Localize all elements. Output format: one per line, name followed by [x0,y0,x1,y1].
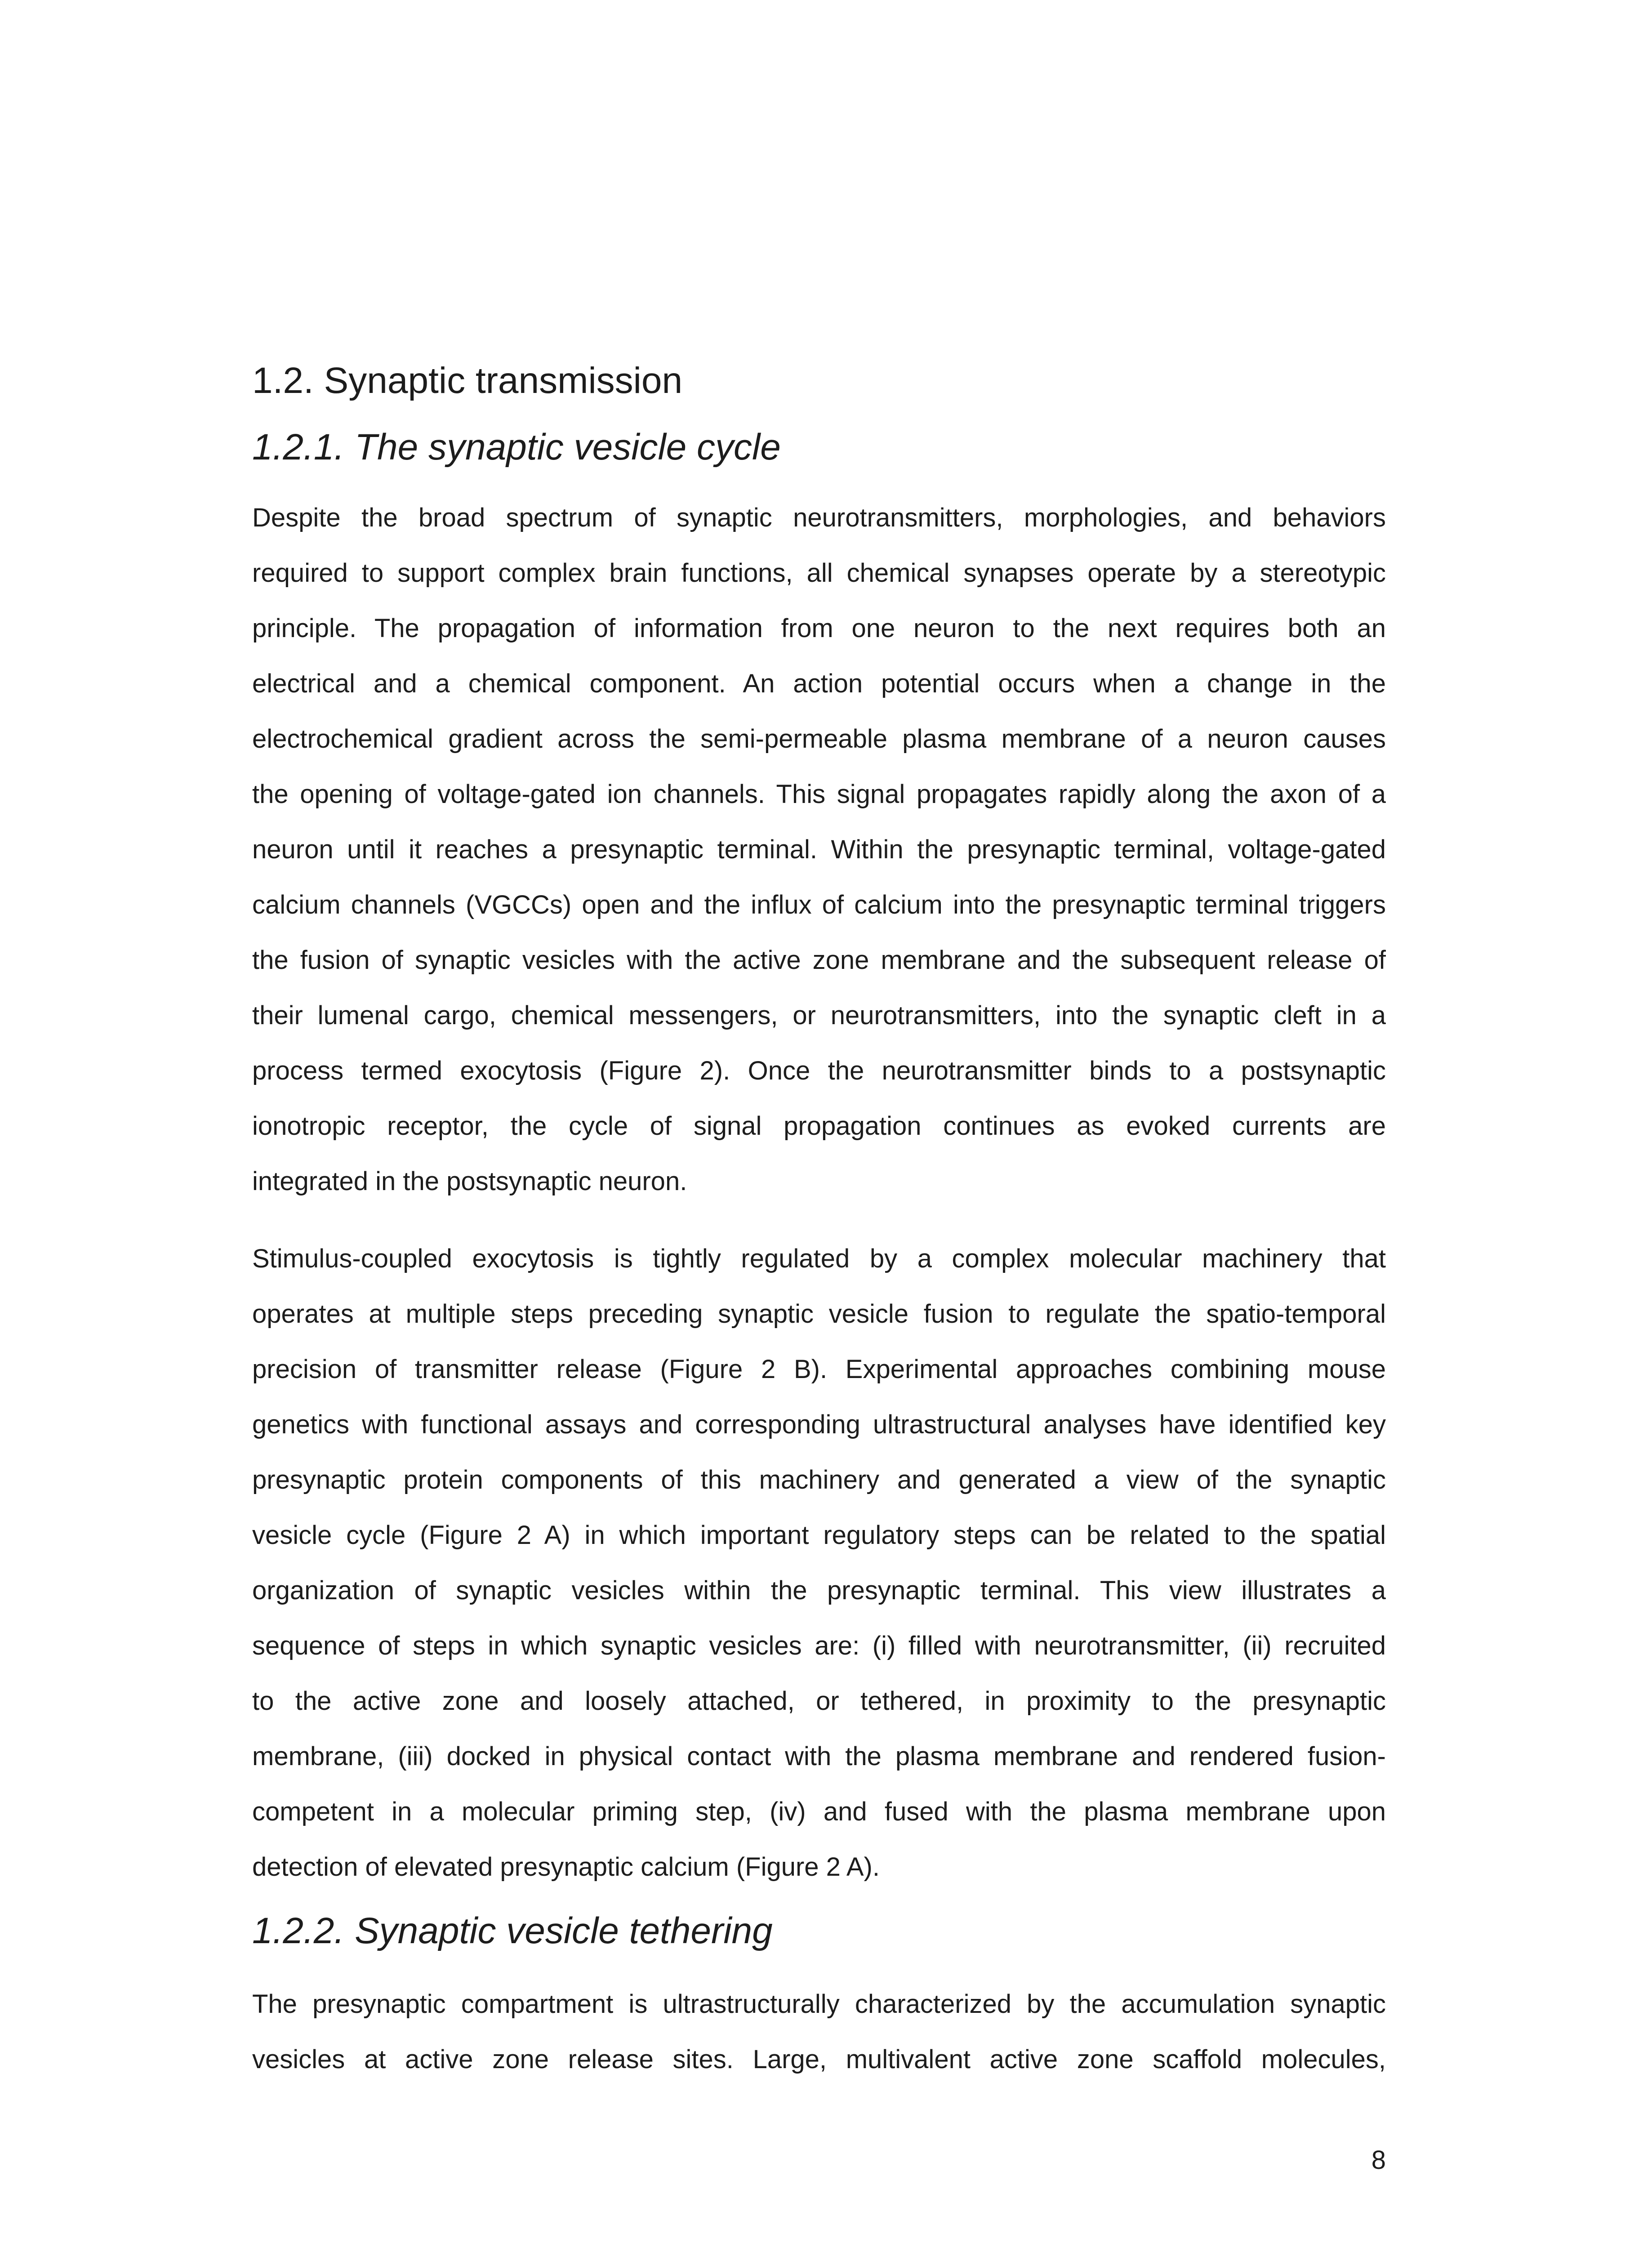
text-line: presynaptic protein components of this machinery and generated a view of the synaptic [252,1465,1386,1494]
body-paragraph [252,1976,1386,2087]
text-line: The presynaptic compartment is ultrastructurally characterized by the accumulation synaptic [252,1989,1386,2019]
text-line: vesicles at active zone release sites. Large, multivalent active zone scaffold molecules, [252,2045,1386,2074]
text-line: their lumenal cargo, chemical messengers, or neurotransmitters, into the synaptic cleft in a [252,1001,1386,1030]
text-line: competent in a molecular priming step, (iv) and fused with the plasma membrane upon [252,1797,1386,1826]
text-line: detection of elevated presynaptic calcium (Figure 2 A). [252,1852,880,1882]
subsection-heading: 1.2.2. Synaptic vesicle tethering [252,1910,773,1951]
text-line: the opening of voltage-gated ion channels. This signal propagates rapidly along the axon of a [252,780,1386,809]
text-line: electrical and a chemical component. An action potential occurs when a change in the [252,669,1386,698]
text-line: integrated in the postsynaptic neuron. [252,1167,687,1196]
text-line: principle. The propagation of information from one neuron to the next requires both an [252,614,1386,643]
text-line: membrane, (iii) docked in physical contact with the plasma membrane and rendered fusion- [252,1742,1386,1771]
text-line: vesicle cycle (Figure 2 A) in which important regulatory steps can be related to the spatial [252,1521,1386,1550]
text-line: ionotropic receptor, the cycle of signal propagation continues as evoked currents are [252,1111,1386,1141]
text-line: operates at multiple steps preceding synaptic vesicle fusion to regulate the spatio-temporal [252,1299,1386,1329]
body-paragraph [252,1231,1386,1895]
text-line: Stimulus-coupled exocytosis is tightly regulated by a complex molecular machinery that [252,1244,1386,1273]
text-line: the fusion of synaptic vesicles with the active zone membrane and the subsequent release of [252,946,1386,975]
section-heading: 1.2. Synaptic transmission [252,360,683,401]
text-line: neuron until it reaches a presynaptic terminal. Within the presynaptic terminal, voltage-gated [252,835,1386,864]
body-paragraph [252,490,1386,1209]
text-line: to the active zone and loosely attached, or tethered, in proximity to the presynaptic [252,1686,1386,1716]
page-number: 8 [1371,2145,1386,2175]
text-line: Despite the broad spectrum of synaptic neurotransmitters, morphologies, and behaviors [252,503,1386,532]
text-line: required to support complex brain functions, all chemical synapses operate by a stereotypic [252,558,1386,588]
text-line: calcium channels (VGCCs) open and the influx of calcium into the presynaptic terminal triggers [252,890,1386,919]
text-line: sequence of steps in which synaptic vesicles are: (i) filled with neurotransmitter, (ii) recruited [252,1631,1386,1660]
subsection-heading: 1.2.1. The synaptic vesicle cycle [252,427,781,468]
text-line: genetics with functional assays and corresponding ultrastructural analyses have identified key [252,1410,1386,1439]
text-line: process termed exocytosis (Figure 2). Once the neurotransmitter binds to a postsynaptic [252,1056,1386,1085]
text-line: precision of transmitter release (Figure 2 B). Experimental approaches combining mouse [252,1355,1386,1384]
text-line: organization of synaptic vesicles within the presynaptic terminal. This view illustrates a [252,1576,1386,1605]
text-line: electrochemical gradient across the semi-permeable plasma membrane of a neuron causes [252,724,1386,754]
